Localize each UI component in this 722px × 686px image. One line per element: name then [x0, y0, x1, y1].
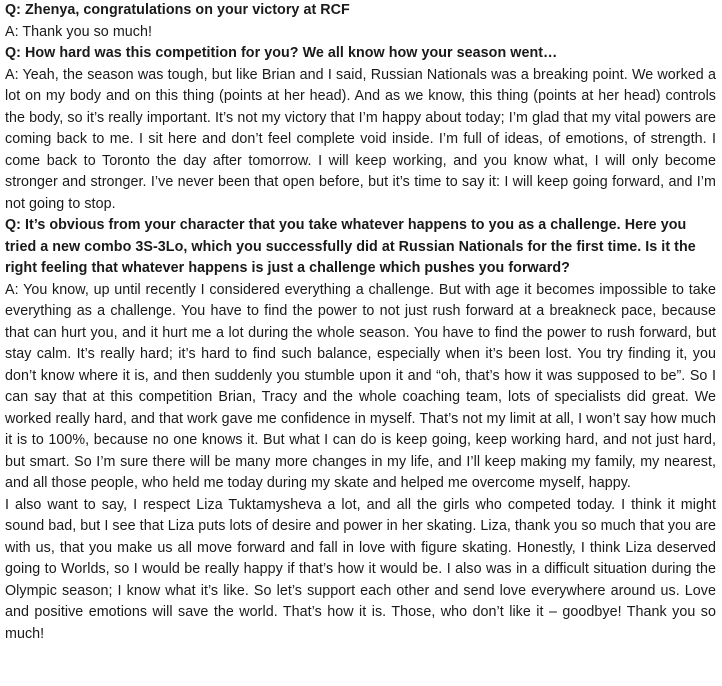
question-challenge: Q: It’s obvious from your character that you take whatever happens to you as a challenge. Here you tried a new combo 3S-3Lo, which you successfully did at Russian Nationals for the first time. Is it the right feeling that whatever happens is just a challenge which pushes you forward?: [5, 217, 696, 276]
question-congratulations: Q: Zhenya, congratulations on your victory at RCF: [5, 2, 350, 18]
answer-thanks: A: Thank you so much!: [5, 23, 153, 40]
answer-challenge: A: You know, up until recently I considered everything a challenge. But with age it becomes impossible to take everything as a challenge. You have to find the power to not just rush forward at a breakneck pace, because that can hurt you, and it hurt me a lot during the whole season. You have to find the power to rush forward, but stay calm. It’s really hard; it’s hard to find such balance, especially when it’s been lost. You try finding it, you don’t know where it is, and then suddenly you stumble upon it and “oh, that’s how it was supposed to be”. So I can say that at this competition Brian, Tracy and the whole coaching team, lots of specialists did great. We worked really hard, and that work gave me confidence in myself. That’s not my limit at all, I won’t say how much it is to 100%, because no one knows it. But what I can do is keep going, keep working hard, and not just hard, but smart. So I’m sure there will be many more changes in my life, and I’ll keep making my family, my nearest, and all those people, who held me today during my skate and helped me overcome myself, happy.: [5, 281, 716, 491]
answer-season-tough: A: Yeah, the season was tough, but like Brian and I said, Russian Nationals was a breaking point. We worked a lot on my body and on this thing (points at her head). And as we know, this thing (points at her head) controls the body, so it’s really important. It’s not my victory that I’m happy about today; I’m glad that my vital powers are coming back to me. I sit here and don’t feel complete void inside. I’m full of ideas, of emotions, of strength. I come back to Toronto the day after tomorrow. I will keep working, and you know what, I will only become stronger and stronger. I’ve never been that open before, but it’s time to say it: I will keep going forward, and I’m not going to stop.: [5, 66, 716, 212]
answer-liza-tuktamysheva: I also want to say, I respect Liza Tuktamysheva a lot, and all the girls who competed today. I think it might sound bad, but I see that Liza puts lots of desire and power in her skating. Liza, thank you so much that you are with us, that you make us all move forward and fall in love with figure skating. Honestly, I think Liza deserved going to Worlds, so I would be really happy if that’s how it would be. I also was in a difficult situation during the Olympic season; I know what it’s like. So let’s support each other and send love everywhere around us. Love and positive emotions will save the world. That’s how it is. Those, who don’t like it – goodbye! Thank you so much!: [5, 496, 716, 642]
question-competition-difficulty: Q: How hard was this competition for you? We all know how your season went…: [5, 45, 558, 61]
